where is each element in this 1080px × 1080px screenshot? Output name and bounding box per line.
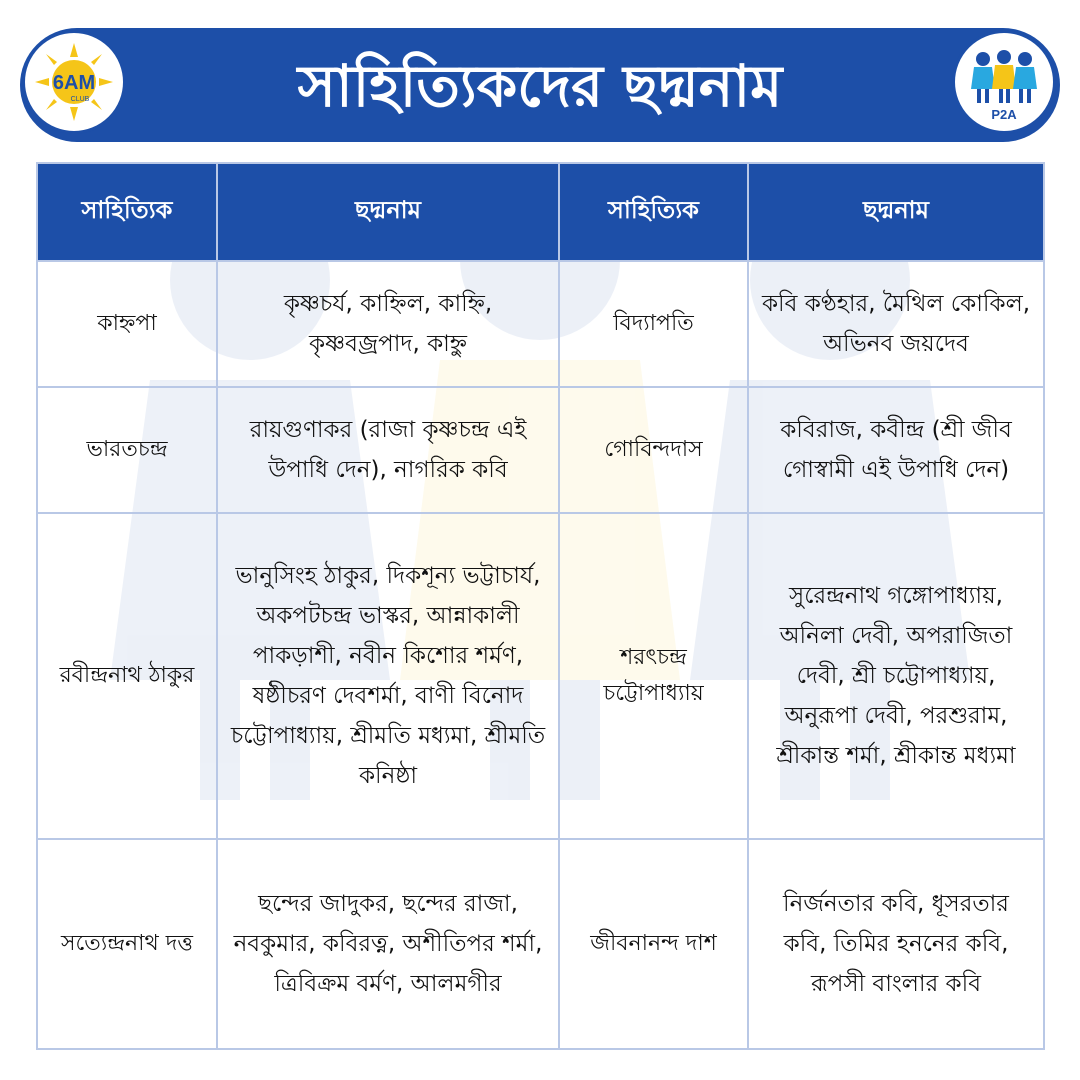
writer-cell: কাহ্নপা xyxy=(37,261,217,387)
logo-right-text: P2A xyxy=(991,107,1017,122)
table-row xyxy=(37,839,1044,1049)
table-row xyxy=(37,261,1044,387)
pseudonym-cell: সুরেন্দ্রনাথ গঙ্গোপাধ্যায়, অনিলা দেবী, অপরাজিতা দেবী, শ্রী চট্টোপাধ্যায়, অনুরূপা দেবী, পরশুরাম, শ্রীকান্ত শর্মা, শ্রীকান্ত মধ্যমা xyxy=(748,513,1044,839)
pseudonym-cell: কবিরাজ, কবীন্দ্র (শ্রী জীব গোস্বামী এই উপাধি দেন) xyxy=(748,387,1044,513)
header-writer-2: সাহিত্যিক xyxy=(559,163,748,261)
writer-cell: বিদ্যাপতি xyxy=(559,261,748,387)
writer-cell: রবীন্দ্রনাথ ঠাকুর xyxy=(37,513,217,839)
writer-cell: ভারতচন্দ্র xyxy=(37,387,217,513)
writer-cell: সত্যেন্দ্রনাথ দত্ত xyxy=(37,839,217,1049)
pseudonym-cell: ভানুসিংহ ঠাকুর, দিকশূন্য ভট্টাচার্য, অকপটচন্দ্র ভাস্কর, আন্নাকালী পাকড়াশী, নবীন কিশোর শর্মণ, ষষ্ঠীচরণ দেবশর্মা, বাণী বিনোদ চট্টোপাধ্যায়, শ্রীমতি মধ্যমা, শ্রীমতি কনিষ্ঠা xyxy=(217,513,559,839)
pseudonym-cell: নির্জনতার কবি, ধূসরতার কবি, তিমির হননের কবি, রূপসী বাংলার কবি xyxy=(748,839,1044,1049)
logo-left-sub: CLUB xyxy=(70,96,90,103)
logo-left-text: 6AM xyxy=(52,72,96,94)
writer-cell: গোবিন্দদাস xyxy=(559,387,748,513)
pseudonym-cell: কবি কণ্ঠহার, মৈথিল কোকিল, অভিনব জয়দেব xyxy=(748,261,1044,387)
p2a-logo xyxy=(952,30,1056,134)
writer-cell: শরৎচন্দ্র চট্টোপাধ্যায় xyxy=(559,513,748,839)
page-title: সাহিত্যিকদের ছদ্মনাম xyxy=(297,52,783,120)
table-header-row xyxy=(37,163,1044,261)
writer-cell: জীবনানন্দ দাশ xyxy=(559,839,748,1049)
header-pseudonym-2: ছদ্মনাম xyxy=(748,163,1044,261)
pseudonym-cell: রায়গুণাকর (রাজা কৃষ্ণচন্দ্র এই উপাধি দেন), নাগরিক কবি xyxy=(217,387,559,513)
header-pseudonym-1: ছদ্মনাম xyxy=(217,163,559,261)
sun-icon xyxy=(25,33,123,131)
six-am-club-logo xyxy=(22,30,126,134)
pseudonym-cell: কৃষ্ণচর্য, কাহ্নিল, কাহ্নি, কৃষ্ণবজ্রপাদ, কাহ্নু xyxy=(217,261,559,387)
people-icon xyxy=(955,33,1053,131)
header-writer-1: সাহিত্যিক xyxy=(37,163,217,261)
pseudonym-cell: ছন্দের জাদুকর, ছন্দের রাজা, নবকুমার, কবিরত্ন, অশীতিপর শর্মা, ত্রিবিক্রম বর্মণ, আলমগীর xyxy=(217,839,559,1049)
table-row xyxy=(37,513,1044,839)
pseudonym-table xyxy=(36,162,1045,1050)
table-row xyxy=(37,387,1044,513)
